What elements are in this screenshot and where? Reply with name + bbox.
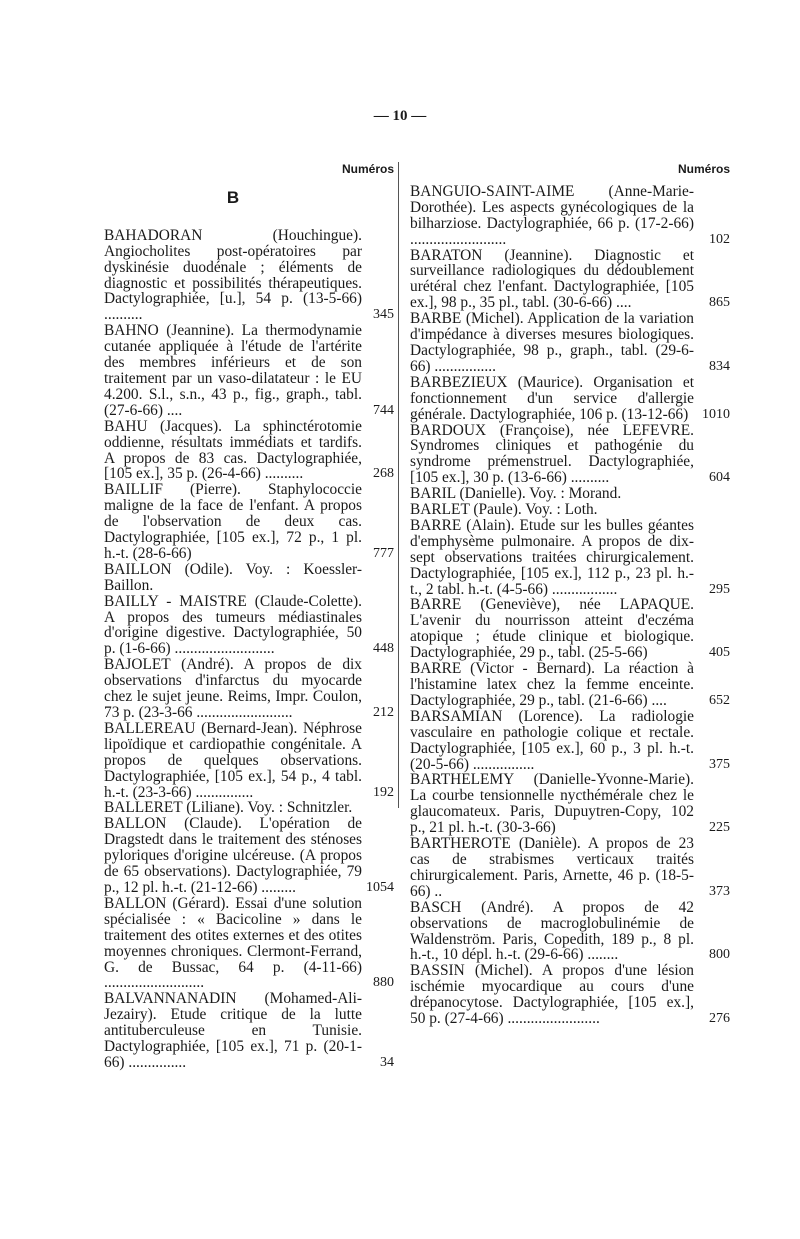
index-entry: [104, 226, 394, 324]
entry-text: BAILLY - MAISTRE (Claude-Colette). A propos des tumeurs médiastinales d'origine digestive. Dactylographiée, 50 p. (1-6-66) ..........................: [104, 592, 362, 658]
entry-number: 268: [373, 466, 394, 482]
entry-text: BAHADORAN (Houchingue). Angiocholites post-opératoires par dyskinésie duodénale ; éléments de diagnostic et possibilités thérapeutiques. Dactylographiée, [u.], 54 p. (13-5-66) ..........: [104, 226, 362, 324]
entry-text: BARBE (Michel). Application de la variation d'impédance à diverses mesures biologiques. Dactylographiée, 98 p., graph., tabl. (29-6-66) ................: [410, 310, 694, 375]
page-number: — 10 —: [373, 108, 427, 124]
entry-text: BAJOLET (André). A propos de dix observations d'infarctus du myocarde chez le sujet jeune. Reims, Impr. Coulon, 73 p. (23-3-66 .........................: [104, 656, 362, 721]
index-entry: [104, 562, 362, 594]
entry-text: BARIL (Danielle). Voy. : Morand.: [410, 485, 622, 503]
numeros-header-left: Numéros: [341, 162, 394, 176]
entry-number: 880: [373, 975, 394, 991]
index-entry: [410, 771, 730, 837]
entry-text: BANGUIO-SAINT-AIME (Anne-Marie-Dorothée). Les aspects gynécologiques de la bilharziose. Dactylographiée, 66 p. (17-2-66) .........................: [410, 182, 694, 248]
entry-number: 375: [709, 756, 730, 772]
entry-number: 102: [709, 231, 730, 247]
index-entry: [410, 373, 730, 423]
entry-number: 34: [380, 1054, 394, 1070]
entry-number: 225: [709, 820, 730, 836]
entry-number: 276: [709, 1011, 730, 1027]
entry-text: BALLEREAU (Bernard-Jean). Néphrose lipoïdique et cardiopathie congénitale. A propos de quelques observations. Dactylographiée, [105 ex.], 54 p., 4 tabl. h.-t. (23-3-66) ...............: [104, 719, 362, 801]
entry-number: 405: [709, 645, 730, 661]
entry-number: 800: [709, 947, 730, 963]
entry-text: BARRE (Geneviève), née LAPAQUE. L'avenir du nourrisson atteint d'eczéma atopique ; étude clinique et biologique. Dactylographiée, 29 p., tabl. (25-5-66): [410, 596, 694, 662]
entry-number: 212: [373, 705, 394, 720]
entry-text: BASCH (André). A propos de 42 observations de macroglobulinémie de Waldenström. Paris, Copedith, 189 p., 8 pl. h.-t., 10 dépl. h.-t. (29-6-66) ........: [410, 898, 694, 964]
entry-number: 448: [373, 641, 394, 657]
index-entry: [410, 835, 730, 900]
entry-text: BAHU (Jacques). La sphinctérotomie oddienne, résultats immédiats et tardifs. A propos de 83 cas. Dactylographiée, [105 ex.], 35 p. (26-4-66) ..........: [104, 417, 362, 483]
index-entry: [410, 502, 694, 518]
index-entry: [410, 182, 730, 248]
index-entry: [104, 481, 394, 562]
entry-number: 1054: [366, 879, 394, 895]
index-entry: [410, 596, 730, 662]
index-entry: [410, 421, 730, 487]
index-entry: [410, 516, 730, 598]
entry-number: 373: [709, 883, 730, 899]
index-entry: [104, 815, 394, 896]
index-entry: [104, 719, 394, 801]
entry-text: BARATON (Jeannine). Diagnostic et surveillance radiologiques du dédoublement urétéral chez l'enfant. Dactylographiée, [105 ex.], 98 p., 35 pl., tabl. (30-6-66) ....: [410, 246, 694, 312]
entry-text: BALLERET (Liliane). Voy. : Schnitzler.: [104, 799, 353, 817]
index-entry: [410, 486, 694, 502]
index-entry: [104, 417, 394, 483]
index-entry: [104, 592, 394, 658]
right-column: [410, 162, 730, 1028]
entry-text: BARTHEROTE (Danièle). A propos de 23 cas de strabismes verticaux traités chirurgicalement. Paris, Arnette, 46 p. (18-5-66) ..: [410, 835, 694, 900]
column-divider: [398, 162, 399, 808]
index-entry: [410, 310, 730, 375]
index-entry: [104, 990, 394, 1071]
entry-number: 192: [373, 784, 394, 800]
entry-text: BARLET (Paule). Voy. : Loth.: [410, 501, 598, 519]
right-entries: [410, 182, 730, 1028]
left-entries: [104, 226, 394, 1071]
entry-number: 865: [709, 295, 730, 311]
entry-number: 652: [709, 692, 730, 708]
entry-text: BARBEZIEUX (Maurice). Organisation et fonctionnement d'un service d'allergie générale. Dactylographiée, 106 p. (13-12-66): [410, 373, 694, 423]
entry-number: 1010: [702, 406, 730, 422]
numeros-header-right: Numéros: [677, 162, 730, 176]
index-entry: [104, 656, 394, 721]
index-entry: [410, 962, 730, 1028]
entry-number: 834: [709, 358, 730, 374]
entry-number: 295: [709, 581, 730, 597]
entry-text: BALLON (Claude). L'opération de Dragstedt dans le traitement des sténoses pyloriques d'origine ulcéreuse. (A propos de 65 observations). Dactylographiée, 79 p., 12 pl. h.-t. (21-12-66) .........: [104, 815, 362, 896]
entry-text: BALVANNANADIN (Mohamed-Ali-Jezairy). Etude critique de la lutte antituberculeuse en Tunisie. Dactylographiée, [105 ex.], 71 p. (20-1-66) ...............: [104, 990, 362, 1071]
entry-text: BARRE (Victor - Bernard). La réaction à l'histamine latex chez la femme enceinte. Dactylographiée, 29 p., tabl. (21-6-66) ....: [410, 660, 694, 709]
index-entry: [410, 660, 730, 709]
section-letter: B: [226, 187, 240, 207]
entry-text: BAHNO (Jeannine). La thermodynamie cutanée appliquée à l'étude de l'artérite des membres inférieurs et de son traitement par un vaso-dilatateur : le EU 4.200. S.l., s.n., 43 p., fig., graph., tabl. (27-6-66) ....: [104, 322, 362, 419]
index-entry: [410, 898, 730, 964]
entry-text: BASSIN (Michel). A propos d'une lésion ischémie myocardique au cours d'une drépanocytose. Dactylographiée, [105 ex.], 50 p. (27-4-66) ........................: [410, 962, 694, 1028]
entry-number: 604: [709, 470, 730, 486]
entry-text: BARSAMIAN (Lorence). La radiologie vasculaire en pathologie colique et rectale. Dactylographiée, [105 ex.], 60 p., 3 pl. h.-t. (20-5-66) ................: [410, 707, 694, 773]
index-entry: [104, 894, 394, 992]
entry-text: BAILLIF (Pierre). Staphylococcie maligne de la face de l'enfant. A propos de l'observation de deux cas. Dactylographiée, [105 ex.], 72 p., 1 pl. h.-t. (28-6-66): [104, 481, 362, 562]
entry-text: BAILLON (Odile). Voy. : Koessler-Baillon.: [104, 560, 362, 594]
index-entry: [410, 246, 730, 312]
entry-text: BARRE (Alain). Etude sur les bulles géantes d'emphysème pulmonaire. A propos de dix-sept observations traitées chirurgicalement. Dactylographiée, [105 ex.], 112 p., 23 pl. h.-t., 2 tabl. h.-t. (4-5-66) .................: [410, 516, 694, 598]
index-entry: [104, 800, 362, 816]
left-column: [104, 162, 394, 1071]
entry-text: BALLON (Gérard). Essai d'une solution spécialisée : « Bacicoline » dans le traitement des otites externes et des otites moyennes chroniques. Clermont-Ferrand, G. de Bussac, 64 p. (4-11-66) ..........................: [104, 894, 362, 992]
entry-text: BARDOUX (Françoise), née LEFEVRE. Syndromes cliniques et pathogénie du syndrome prémenstruel. Dactylographiée, [105 ex.], 30 p. (13-6-66) ..........: [410, 421, 694, 487]
index-entry: [104, 322, 394, 419]
entry-text: BARTHELEMY (Danielle-Yvonne-Marie). La courbe tensionnelle nycthémérale chez le glaucomateux. Paris, Dupuytren-Copy, 102 p., 21 pl. h.-t. (30-3-66): [410, 771, 694, 837]
entry-number: 345: [373, 307, 394, 323]
entry-number: 744: [373, 402, 394, 418]
entry-number: 777: [373, 545, 394, 561]
index-entry: [410, 707, 730, 773]
